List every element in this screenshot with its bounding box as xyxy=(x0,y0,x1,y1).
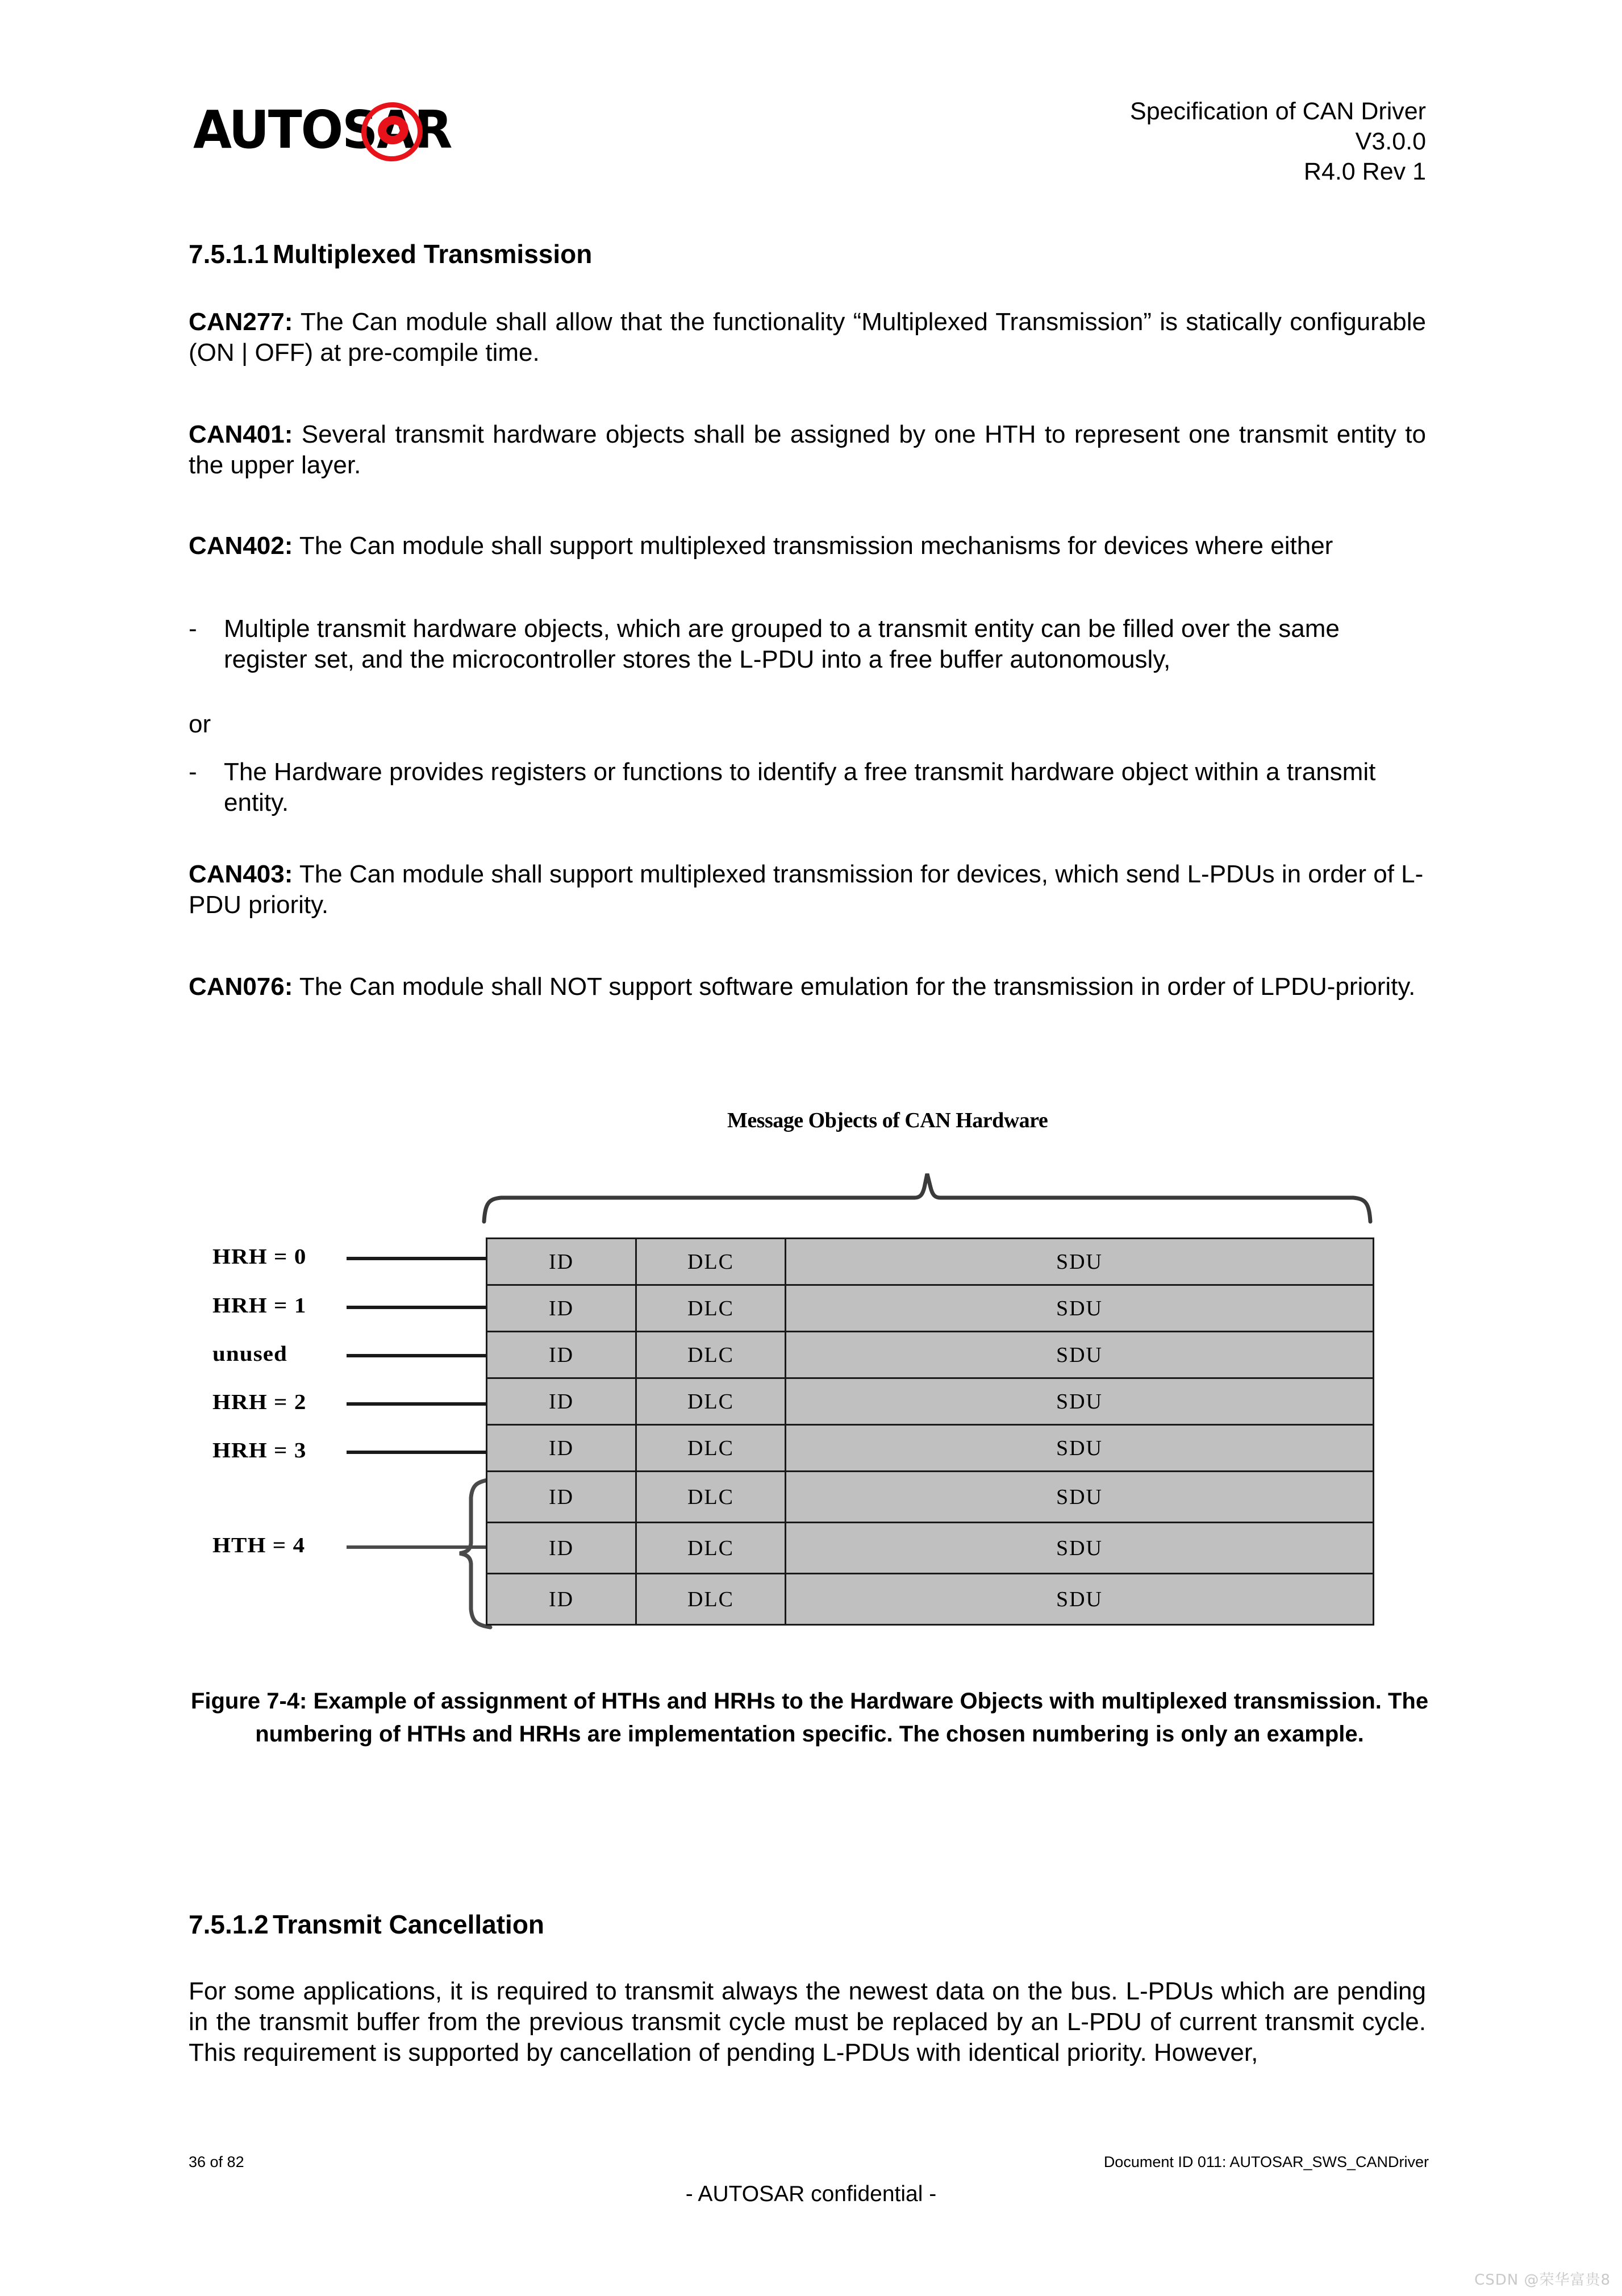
row-label-unused: unused xyxy=(212,1342,287,1366)
hth-group-brace-icon xyxy=(429,1476,497,1630)
page-header xyxy=(193,91,1426,185)
cell-dlc: DLC xyxy=(636,1285,786,1332)
cell-id: ID xyxy=(487,1239,636,1285)
cell-dlc: DLC xyxy=(636,1574,786,1625)
list-item-2-text: The Hardware provides registers or functions to identify a free transmit hardware object within a transmit entity. xyxy=(224,758,1376,816)
heading-7-5-1-2-number: 7.5.1.2 xyxy=(189,1910,269,1939)
footer-confidential: - AUTOSAR confidential - xyxy=(685,2182,937,2206)
cell-id: ID xyxy=(487,1378,636,1425)
table-row xyxy=(487,1523,1374,1574)
leader-line-hth-4 xyxy=(347,1545,486,1549)
cell-dlc: DLC xyxy=(636,1332,786,1378)
paragraph-can403 xyxy=(189,859,1426,920)
req-text-can401: Several transmit hardware objects shall be assigned by one HTH to represent one transmit entity to the upper layer. xyxy=(189,420,1426,479)
cell-sdu: SDU xyxy=(786,1472,1374,1523)
cell-sdu: SDU xyxy=(786,1332,1374,1378)
req-text-can403: The Can module shall support multiplexed transmission for devices, which send L-PDUs in order of L-PDU priority. xyxy=(189,860,1424,919)
row-label-hth-4: HTH = 4 xyxy=(212,1534,306,1557)
paragraph-transmit-cancellation: For some applications, it is required to transmit always the newest data on the bus. L-PDUs which are pending in the transmit buffer from the previous transmit cycle must be replaced by an L-PDU of current transmit cycle. This requirement is supported by cancellation of pending L-PDUs with identical priority. However, xyxy=(189,1977,1426,2066)
paragraph-can401 xyxy=(189,419,1426,481)
req-id-can076: CAN076: xyxy=(189,973,293,1001)
row-label-hrh-1: HRH = 1 xyxy=(212,1294,307,1318)
cell-id: ID xyxy=(487,1574,636,1625)
paragraph-can076 xyxy=(189,972,1426,1002)
figure-diagram-title: Message Objects of CAN Hardware xyxy=(727,1109,1048,1132)
heading-7-5-1-1 xyxy=(189,239,592,269)
header-doc-title: Specification of CAN Driver xyxy=(1130,98,1426,125)
row-label-hrh-3: HRH = 3 xyxy=(212,1439,307,1462)
cell-id: ID xyxy=(487,1332,636,1378)
table-row xyxy=(487,1332,1374,1378)
header-version: V3.0.0 xyxy=(1355,128,1426,155)
heading-7-5-1-1-title: Multiplexed Transmission xyxy=(273,239,593,269)
row-label-hrh-2: HRH = 2 xyxy=(212,1390,307,1414)
paragraph-can277 xyxy=(189,307,1426,368)
table-row xyxy=(487,1285,1374,1332)
table-row xyxy=(487,1378,1374,1425)
csdn-watermark: CSDN @荣华富贵8 xyxy=(1474,2272,1611,2289)
cell-id: ID xyxy=(487,1285,636,1332)
leader-line-hrh-2 xyxy=(347,1402,486,1406)
req-text-can277: The Can module shall allow that the functionality “Multiplexed Transmission” is statically configurable (ON | OFF) at pre-compile time. xyxy=(189,308,1426,366)
header-release: R4.0 Rev 1 xyxy=(1303,158,1426,185)
req-id-can402: CAN402: xyxy=(189,532,293,560)
leader-line-unused xyxy=(347,1354,486,1357)
leader-line-hrh-3 xyxy=(347,1451,486,1454)
bullet-dash-icon: - xyxy=(189,615,197,643)
cell-dlc: DLC xyxy=(636,1472,786,1523)
cell-dlc: DLC xyxy=(636,1425,786,1472)
cell-id: ID xyxy=(487,1472,636,1523)
header-doc-info xyxy=(1130,91,1426,187)
req-id-can277: CAN277: xyxy=(189,308,293,336)
req-text-can076: The Can module shall NOT support software emulation for the transmission in order of LPDU-priority. xyxy=(293,973,1416,1001)
table-row xyxy=(487,1425,1374,1472)
req-text-can402: The Can module shall support multiplexed transmission mechanisms for devices where either xyxy=(293,532,1333,560)
cell-dlc: DLC xyxy=(636,1523,786,1574)
cell-sdu: SDU xyxy=(786,1378,1374,1425)
req-id-can401: CAN401: xyxy=(189,420,293,448)
figure-caption: Figure 7-4: Example of assignment of HTHs and HRHs to the Hardware Objects with multiplexed transmission. The numbering of HTHs and HRHs are implementation specific. The chosen numbering is only an example. xyxy=(190,1689,1429,1747)
autosar-logo xyxy=(193,99,642,161)
cell-id: ID xyxy=(487,1523,636,1574)
leader-line-hrh-1 xyxy=(347,1306,486,1309)
cell-dlc: DLC xyxy=(636,1239,786,1285)
list-item-1 xyxy=(189,614,1426,675)
leader-line-hrh-0 xyxy=(347,1257,486,1260)
footer-page-number: 36 of 82 xyxy=(189,2153,244,2170)
list-item-2 xyxy=(189,757,1426,818)
list-item-1-text: Multiple transmit hardware objects, which are grouped to a transmit entity can be filled over the same register set, and the microcontroller stores the L-PDU into a free buffer autonomously, xyxy=(224,615,1340,673)
table-row xyxy=(487,1239,1374,1285)
hardware-objects-table xyxy=(486,1237,1374,1626)
list-conjunction-or: or xyxy=(189,710,211,738)
cell-sdu: SDU xyxy=(786,1574,1374,1625)
req-id-can403: CAN403: xyxy=(189,860,293,888)
heading-7-5-1-1-number: 7.5.1.1 xyxy=(189,239,269,269)
row-label-hrh-0: HRH = 0 xyxy=(212,1245,307,1269)
cell-sdu: SDU xyxy=(786,1425,1374,1472)
table-row xyxy=(487,1574,1374,1625)
heading-7-5-1-2 xyxy=(189,1909,544,1940)
autosar-logo-text: AUTOSAR xyxy=(193,99,452,160)
paragraph-can402 xyxy=(189,531,1426,561)
cell-sdu: SDU xyxy=(786,1523,1374,1574)
table-row xyxy=(487,1472,1374,1523)
cell-sdu: SDU xyxy=(786,1239,1374,1285)
bullet-dash-icon: - xyxy=(189,758,197,786)
cell-sdu: SDU xyxy=(786,1285,1374,1332)
cell-dlc: DLC xyxy=(636,1378,786,1425)
cell-id: ID xyxy=(487,1425,636,1472)
top-group-brace-icon xyxy=(472,1159,1381,1227)
footer-document-id: Document ID 011: AUTOSAR_SWS_CANDriver xyxy=(1103,2153,1429,2170)
heading-7-5-1-2-title: Transmit Cancellation xyxy=(273,1910,545,1939)
